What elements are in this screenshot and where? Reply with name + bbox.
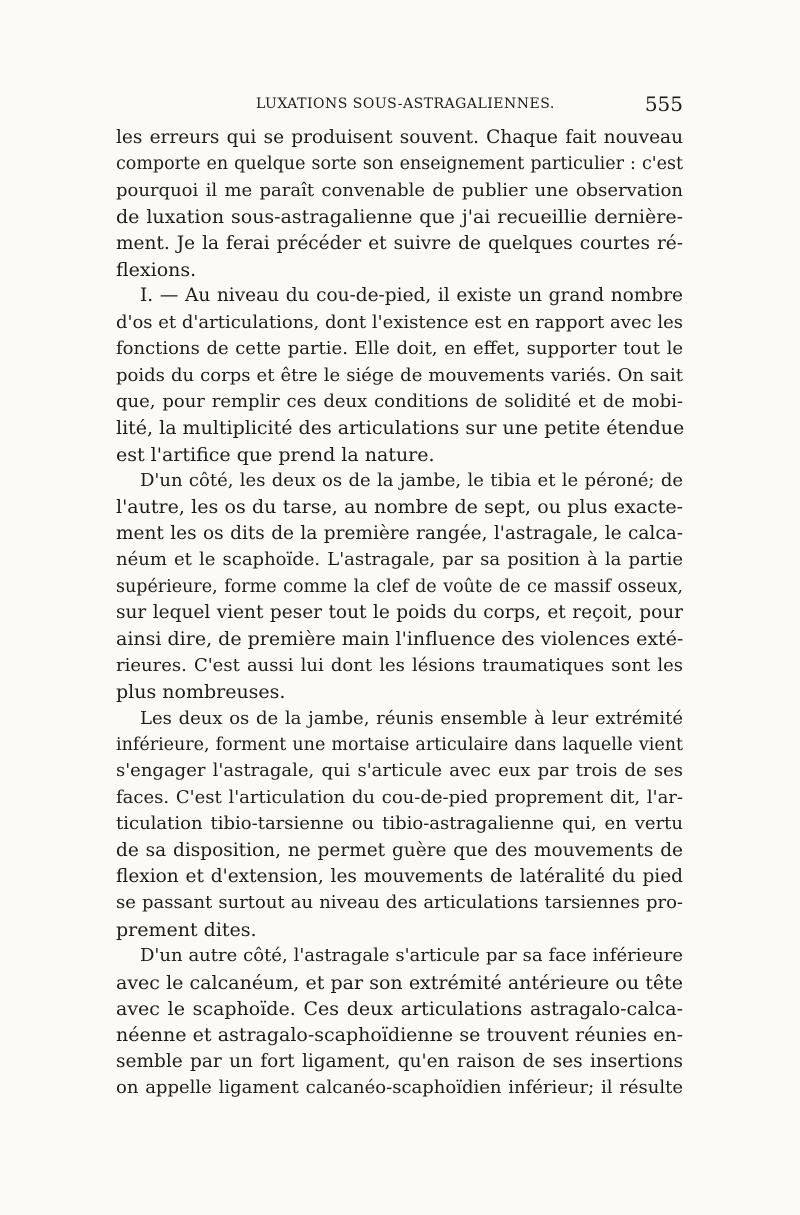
text-line: avec le scaphoïde. Ces deux articulations astragalo-calca- (116, 997, 683, 1020)
text-line: les erreurs qui se produisent souvent. Chaque fait nouveau (116, 127, 683, 148)
text-line: se passant surtout au niveau des articulations tarsiennes pro- (116, 892, 683, 914)
body-text (116, 125, 683, 1101)
text-line: supérieure, forme comme la clef de voûte de ce massif osseux, (116, 576, 683, 597)
text-line: d'os et d'articulations, dont l'existence est en rapport avec les (116, 311, 683, 333)
text-line: fonctions de cette partie. Elle doit, en effet, supporter tout le (116, 338, 683, 360)
text-line: D'un autre côté, l'astragale s'articule par sa face inférieure (140, 945, 683, 967)
text-line: prement dites. (116, 918, 257, 941)
text-line: I. — Au niveau du cou-de-pied, il existe un grand nombre (140, 285, 683, 307)
text-line: néenne et astragalo-scaphoïdienne se trouvent réunies en- (116, 1024, 683, 1047)
text-line: plus nombreuses. (116, 681, 286, 704)
text-line: sur lequel vient peser tout le poids du corps, et reçoit, pour (116, 602, 683, 624)
text-line: flexion et d'extension, les mouvements de latéralité du pied (116, 865, 683, 887)
text-line: ment les os dits de la première rangée, l'astragale, le calca- (116, 522, 683, 544)
text-line: ticulation tibio-tarsienne ou tibio-astragalienne qui, en vertu (116, 813, 683, 835)
text-line: inférieure, forment une mortaise articulaire dans laquelle vient (116, 734, 683, 755)
text-line: pourquoi il me paraît convenable de publier une observation (116, 179, 683, 201)
text-line: ainsi dire, de première main l'influence des violences exté- (116, 628, 684, 651)
text-line: l'autre, les os du tarse, au nombre de sept, ou plus exacte- (116, 496, 683, 519)
text-line: néum et le scaphoïde. L'astragale, par sa position à la partie (116, 549, 683, 571)
text-line: est l'artifice que prend la nature. (116, 443, 435, 466)
text-line: avec le calcanéum, et par son extrémité antérieure ou tête (116, 971, 683, 994)
text-line: Les deux os de la jambe, réunis ensemble à leur extrémité (140, 707, 683, 729)
text-line: on appelle ligament calcanéo-scaphoïdien inférieur; il résulte (116, 1077, 683, 1099)
text-line: comporte en quelque sorte son enseignement particulier : c'est (116, 154, 683, 175)
text-line: lité, la multiplicité des articulations sur une petite étendue (116, 417, 685, 440)
text-line: s'engager l'astragale, qui s'articule avec eux par trois de ses (116, 760, 683, 782)
text-line: semble par un fort ligament, qu'en raison de ses insertions (116, 1050, 683, 1072)
text-line: de sa disposition, ne permet guère que des mouvements de (116, 839, 683, 861)
text-line: flexions. (116, 258, 197, 281)
text-line: que, pour remplir ces deux conditions de solidité et de mobi- (116, 390, 683, 412)
text-line: D'un côté, les deux os de la jambe, le tibia et le péroné; de (140, 470, 683, 492)
text-line: poids du corps et être le siége de mouvements variés. On sait (116, 364, 683, 386)
text-line: de luxation sous-astragalienne que j'ai recueillie dernière- (116, 206, 683, 229)
text-line: rieures. C'est aussi lui dont les lésions traumatiques sont les (116, 654, 683, 676)
page-number: 555 (644, 92, 683, 116)
text-line: ment. Je la ferai précéder et suivre de quelques courtes ré- (116, 232, 683, 254)
running-head: LUXATIONS SOUS-ASTRAGALIENNES. (256, 96, 555, 112)
text-line: faces. C'est l'articulation du cou-de-pied proprement dit, l'ar- (116, 786, 683, 808)
